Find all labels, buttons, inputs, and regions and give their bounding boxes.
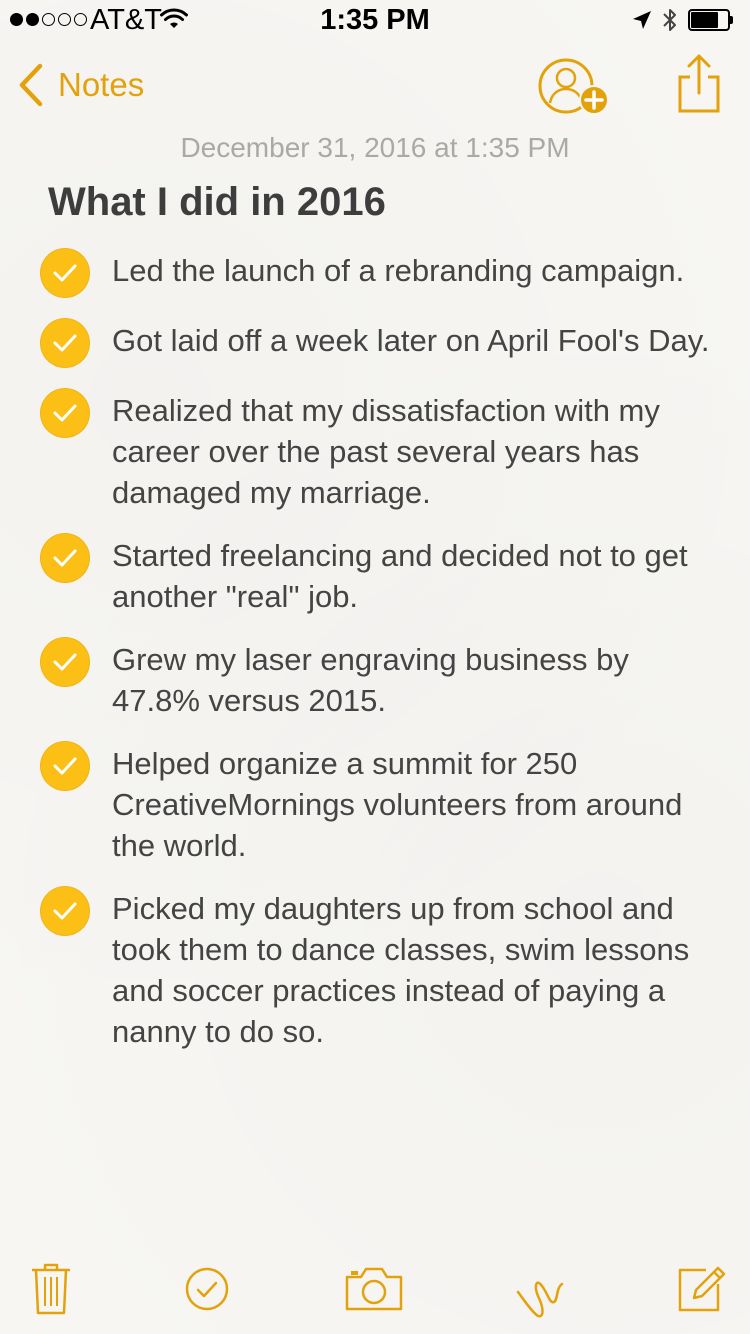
status-bar [0, 0, 750, 40]
note-title[interactable]: What I did in 2016 [48, 180, 386, 224]
checklist-item [40, 637, 720, 721]
compose-icon[interactable] [676, 1262, 726, 1314]
status-time: 1:35 PM [320, 4, 430, 36]
checklist-item-text[interactable]: Started freelancing and decided not to get another "real" job. [112, 538, 688, 614]
battery-icon [688, 9, 734, 31]
trash-icon[interactable] [30, 1260, 72, 1316]
checklist-item [40, 886, 720, 1052]
back-button-label: Notes [58, 66, 145, 103]
checkmark-circle-icon[interactable] [40, 388, 90, 438]
checkmark-circle-icon[interactable] [40, 637, 90, 687]
checklist-item-text[interactable]: Grew my laser engraving business by 47.8% versus 2015. [112, 642, 629, 718]
checkmark-circle-icon[interactable] [184, 1266, 230, 1312]
checklist-item-text[interactable]: Picked my daughters up from school and took them to dance classes, swim lessons and soccer practices instead of paying a nanny to do so. [112, 891, 690, 1049]
checklist-item [40, 248, 720, 298]
carrier-name: AT&T [90, 4, 162, 36]
bluetooth-icon [662, 7, 678, 33]
checklist-item [40, 318, 720, 368]
checklist-item [40, 388, 720, 513]
checkmark-circle-icon[interactable] [40, 741, 90, 791]
checklist-item-text[interactable]: Helped organize a summit for 250 CreativeMornings volunteers from around the world. [112, 746, 683, 863]
chevron-left-icon [18, 63, 44, 107]
checkmark-circle-icon[interactable] [40, 533, 90, 583]
navigation-bar [0, 48, 750, 120]
sketch-icon[interactable] [514, 1264, 566, 1318]
share-icon[interactable] [676, 53, 722, 115]
checkmark-circle-icon[interactable] [40, 248, 90, 298]
checkmark-circle-icon[interactable] [40, 318, 90, 368]
checklist-item [40, 741, 720, 866]
checklist-item-text[interactable]: Realized that my dissatisfaction with my career over the past several years has damaged my marriage. [112, 393, 660, 510]
camera-icon[interactable] [344, 1266, 404, 1312]
checkmark-circle-icon[interactable] [40, 886, 90, 936]
checklist-item [40, 533, 720, 617]
location-arrow-icon [632, 10, 652, 30]
add-person-icon[interactable] [538, 56, 614, 116]
note-date: December 31, 2016 at 1:35 PM [180, 132, 570, 163]
checklist-item-text[interactable]: Got laid off a week later on April Fool's Day. [112, 323, 710, 358]
checklist-item-text[interactable]: Led the launch of a rebranding campaign. [112, 253, 685, 288]
bottom-toolbar [0, 1252, 750, 1334]
back-button[interactable] [18, 60, 144, 110]
checklist [40, 248, 720, 1072]
